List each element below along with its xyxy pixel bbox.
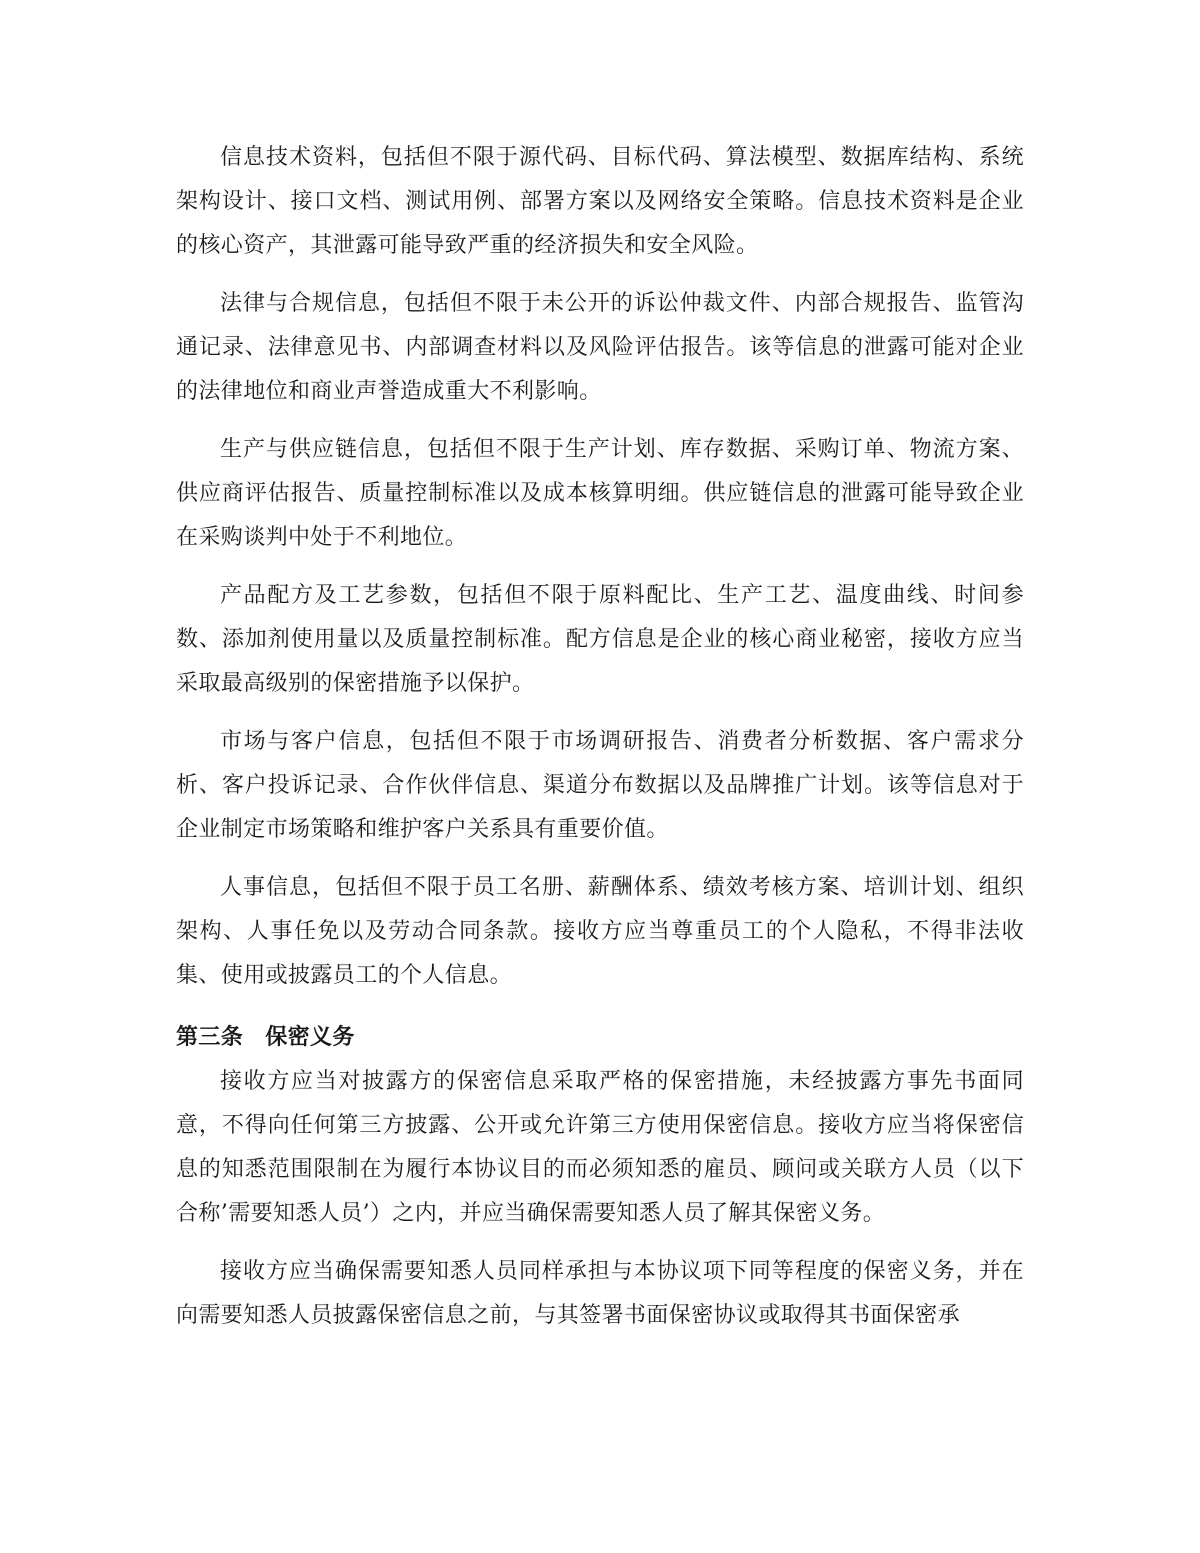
section-heading — [176, 1016, 1024, 1060]
section-title: 保密义务 — [265, 1025, 355, 1050]
paragraph-confidentiality-duty: 接收方应当对披露方的保密信息采取严格的保密措施，未经披露方事先书面同意，不得向任何第三方披露、公开或允许第三方使用保密信息。接收方应当将保密信息的知悉范围限制在为履行本协议目的而必须知悉的雇员、顾问或关联方人员（以下合称’需要知悉人员’）之内，并应当确保需要知悉人员了解其保密义务。 — [176, 1069, 1024, 1226]
paragraph-legal-compliance: 法律与合规信息，包括但不限于未公开的诉讼仲裁文件、内部合规报告、监管沟通记录、法律意见书、内部调查材料以及风险评估报告。该等信息的泄露可能对企业的法律地位和商业声誉造成重大不利影响。 — [176, 291, 1024, 404]
paragraph-personnel: 人事信息，包括但不限于员工名册、薪酬体系、绩效考核方案、培训计划、组织架构、人事任免以及劳动合同条款。接收方应当尊重员工的个人隐私，不得非法收集、使用或披露员工的个人信息。 — [176, 875, 1024, 988]
paragraph-need-to-know: 接收方应当确保需要知悉人员同样承担与本协议项下同等程度的保密义务，并在向需要知悉人员披露保密信息之前，与其签署书面保密协议或取得其书面保密承 — [176, 1259, 1024, 1328]
paragraph-supply-chain: 生产与供应链信息，包括但不限于生产计划、库存数据、采购订单、物流方案、供应商评估报告、质量控制标准以及成本核算明细。供应链信息的泄露可能导致企业在采购谈判中处于不利地位。 — [176, 437, 1024, 550]
section-number: 第三条 — [176, 1025, 244, 1050]
paragraph-formula-process: 产品配方及工艺参数，包括但不限于原料配比、生产工艺、温度曲线、时间参数、添加剂使用量以及质量控制标准。配方信息是企业的核心商业秘密，接收方应当采取最高级别的保密措施予以保护。 — [176, 583, 1024, 696]
paragraph-it-materials: 信息技术资料，包括但不限于源代码、目标代码、算法模型、数据库结构、系统架构设计、接口文档、测试用例、部署方案以及网络安全策略。信息技术资料是企业的核心资产，其泄露可能导致严重的经济损失和安全风险。 — [176, 145, 1024, 258]
paragraph-market-customer: 市场与客户信息，包括但不限于市场调研报告、消费者分析数据、客户需求分析、客户投诉记录、合作伙伴信息、渠道分布数据以及品牌推广计划。该等信息对于企业制定市场策略和维护客户关系具有重要价值。 — [176, 729, 1024, 842]
